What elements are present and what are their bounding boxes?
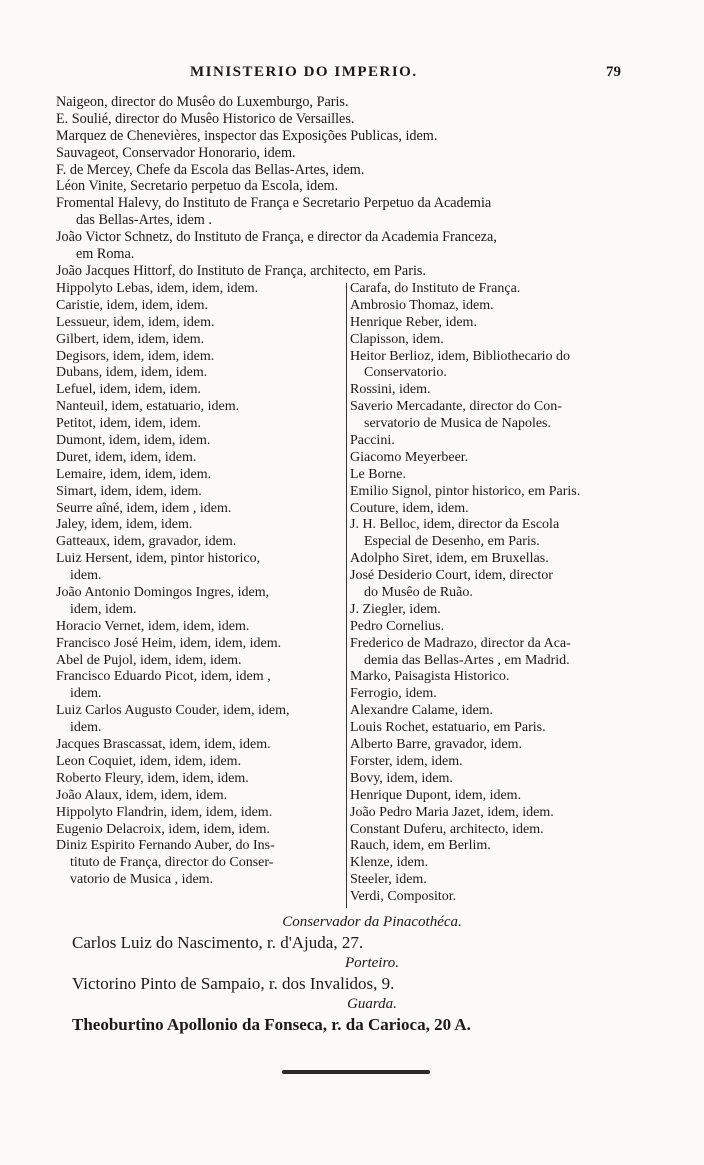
conservador-role: Conservador da Pinacothéca. bbox=[282, 914, 462, 930]
right-column-line: Paccini. bbox=[350, 433, 395, 449]
left-column-line: João Antonio Domingos Ingres, idem, bbox=[56, 585, 270, 601]
right-column-line: Henrique Reber, idem. bbox=[350, 314, 477, 330]
left-column-line: Lemaire, idem, idem, idem. bbox=[56, 466, 212, 482]
left-column-line: Caristie, idem, idem, idem. bbox=[56, 297, 209, 313]
right-column-line: J. H. Belloc, idem, director da Escola bbox=[350, 517, 560, 533]
right-column-line: Rossini, idem. bbox=[350, 382, 431, 398]
right-column-line: Bovy, idem, idem. bbox=[350, 770, 453, 786]
left-column-line: Lessueur, idem, idem, idem. bbox=[56, 314, 215, 330]
right-column-line: Giacomo Meyerbeer. bbox=[350, 449, 469, 465]
page-title: MINISTERIO DO IMPERIO. bbox=[190, 64, 418, 80]
left-column-line: Simart, idem, idem, idem. bbox=[56, 483, 202, 499]
guarda-name: Theoburtino Apollonio da Fonseca, r. da Carioca, 20 A. bbox=[72, 1015, 471, 1034]
left-column-line: Hippolyto Lebas, idem, idem, idem. bbox=[56, 281, 259, 296]
right-column-line: demia das Bellas-Artes , em Madrid. bbox=[364, 652, 570, 668]
right-column-line: Henrique Dupont, idem, idem. bbox=[350, 787, 522, 803]
guarda-role: Guarda. bbox=[347, 996, 397, 1012]
left-column-line: Gilbert, idem, idem, idem. bbox=[56, 331, 205, 347]
intro-list bbox=[56, 94, 636, 280]
right-column-line: Emilio Signol, pintor historico, em Paris. bbox=[350, 483, 581, 499]
left-column bbox=[56, 281, 344, 889]
left-column-line: Dubans, idem, idem, idem. bbox=[56, 365, 208, 381]
right-column-line: Le Borne. bbox=[350, 466, 406, 482]
intro-lines-line: Naigeon, director do Musêo do Luxemburgo, Paris. bbox=[56, 94, 349, 110]
left-column-line: Hippolyto Flandrin, idem, idem, idem. bbox=[56, 804, 273, 820]
porteiro-role: Porteiro. bbox=[344, 955, 400, 971]
right-column-line: Alberto Barre, gravador, idem. bbox=[350, 737, 523, 753]
right-column-line: Especial de Desenho, em Paris. bbox=[364, 534, 540, 550]
left-column-line: Jacques Brascassat, idem, idem, idem. bbox=[56, 737, 271, 753]
left-column-line: idem. bbox=[70, 568, 102, 584]
right-column-line: Pedro Cornelius. bbox=[350, 618, 445, 634]
column-divider bbox=[346, 283, 347, 908]
intro-lines-line: Fromental Halevy, do Instituto de França e Secretario Perpetuo da Academia bbox=[56, 195, 492, 212]
left-column-line: Dumont, idem, idem, idem. bbox=[56, 433, 211, 449]
right-column-line: Frederico de Madrazo, director da Aca- bbox=[350, 635, 571, 651]
right-column-line: Ferrogio, idem. bbox=[350, 686, 437, 702]
left-column-line: Horacio Vernet, idem, idem, idem. bbox=[56, 618, 250, 634]
right-column-line: Couture, idem, idem. bbox=[350, 500, 469, 516]
right-column-line: Marko, Paisagista Historico. bbox=[350, 669, 510, 685]
right-column-line: Heitor Berlioz, idem, Bibliothecario do bbox=[350, 348, 571, 364]
left-column-line: idem, idem. bbox=[70, 601, 137, 617]
page-header bbox=[0, 64, 704, 84]
intro-lines-line: das Bellas-Artes, idem . bbox=[76, 212, 212, 229]
left-column-line: Roberto Fleury, idem, idem, idem. bbox=[56, 770, 249, 786]
left-column-line: Luiz Hersent, idem, pintor historico, bbox=[56, 551, 261, 567]
intro-lines-line: João Jacques Hittorf, do Instituto de França, architecto, em Paris. bbox=[56, 262, 426, 279]
right-column bbox=[350, 281, 640, 906]
left-column-line: Leon Coquiet, idem, idem, idem. bbox=[56, 753, 242, 769]
right-column-line: Adolpho Siret, idem, em Bruxellas. bbox=[350, 551, 549, 567]
right-column-line: J. Ziegler, idem. bbox=[350, 601, 441, 617]
intro-lines-line: Marquez de Chenevières, inspector das Exposições Publicas, idem. bbox=[56, 127, 438, 144]
staff-section bbox=[0, 913, 704, 1036]
right-column-line: Ambrosio Thomaz, idem. bbox=[350, 297, 494, 313]
intro-lines-line: em Roma. bbox=[76, 246, 135, 263]
right-column-line: servatorio de Musica de Napoles. bbox=[364, 416, 551, 432]
right-column-line: Alexandre Calame, idem. bbox=[350, 703, 494, 719]
left-column-line: Petitot, idem, idem, idem. bbox=[56, 416, 202, 432]
left-column-line: Francisco José Heim, idem, idem, idem. bbox=[56, 635, 282, 651]
right-column-line: Steeler, idem. bbox=[350, 872, 427, 888]
left-column-line: tituto de França, director do Conser- bbox=[70, 855, 274, 871]
left-column-line: Abel de Pujol, idem, idem, idem. bbox=[56, 652, 242, 668]
right-column-line: Conservatorio. bbox=[364, 365, 447, 381]
left-column-line: Degisors, idem, idem, idem. bbox=[56, 348, 215, 364]
right-column-line: do Musêo de Ruão. bbox=[364, 585, 473, 601]
page-number: 79 bbox=[606, 64, 621, 80]
right-column-line: Clapisson, idem. bbox=[350, 331, 444, 347]
left-column-line: Lefuel, idem, idem, idem. bbox=[56, 382, 202, 398]
right-column-line: Verdi, Compositor. bbox=[350, 889, 457, 905]
left-column-line: Gatteaux, idem, gravador, idem. bbox=[56, 534, 237, 550]
left-column-line: Jaley, idem, idem, idem. bbox=[56, 517, 193, 533]
porteiro-name: Victorino Pinto de Sampaio, r. dos Invalidos, 9. bbox=[72, 974, 395, 993]
right-column-line: João Pedro Maria Jazet, idem, idem. bbox=[350, 804, 554, 820]
left-column-line: idem. bbox=[70, 686, 102, 702]
intro-lines-line: João Victor Schnetz, do Instituto de França, e director da Academia Franceza, bbox=[56, 229, 497, 246]
intro-lines-line: F. de Mercey, Chefe da Escola das Bellas-Artes, idem. bbox=[56, 161, 365, 178]
right-column-line: Saverio Mercadante, director do Con- bbox=[350, 399, 562, 415]
intro-lines-line: Léon Vinite, Secretario perpetuo da Escola, idem. bbox=[56, 178, 339, 195]
left-column-line: vatorio de Musica , idem. bbox=[70, 872, 214, 888]
left-column-line: Francisco Eduardo Picot, idem, idem , bbox=[56, 669, 271, 685]
closing-rule bbox=[282, 1070, 430, 1074]
left-column-line: Luiz Carlos Augusto Couder, idem, idem, bbox=[56, 703, 290, 719]
intro-lines-line: E. Soulié, director do Musêo Historico de Versailles. bbox=[56, 110, 355, 127]
right-column-line: Forster, idem, idem. bbox=[350, 753, 463, 769]
right-column-line: Klenze, idem. bbox=[350, 855, 429, 871]
right-column-line: Carafa, do Instituto de França. bbox=[350, 281, 521, 296]
intro-lines-line: Sauvageot, Conservador Honorario, idem. bbox=[56, 144, 296, 161]
right-column-line: Constant Duferu, architecto, idem. bbox=[350, 821, 544, 837]
right-column-line: José Desiderio Court, idem, director bbox=[350, 568, 553, 584]
conservador-name: Carlos Luiz do Nascimento, r. d'Ajuda, 27. bbox=[72, 933, 364, 952]
left-column-line: Duret, idem, idem, idem. bbox=[56, 449, 197, 465]
left-column-line: Diniz Espirito Fernando Auber, do Ins- bbox=[56, 838, 275, 854]
left-column-line: João Alaux, idem, idem, idem. bbox=[56, 787, 228, 803]
left-column-line: Nanteuil, idem, estatuario, idem. bbox=[56, 399, 240, 415]
left-column-line: Eugenio Delacroix, idem, idem, idem. bbox=[56, 821, 270, 837]
left-column-line: Seurre aîné, idem, idem , idem. bbox=[56, 500, 232, 516]
right-column-line: Louis Rochet, estatuario, em Paris. bbox=[350, 720, 546, 736]
left-column-line: idem. bbox=[70, 720, 102, 736]
right-column-line: Rauch, idem, em Berlim. bbox=[350, 838, 491, 854]
